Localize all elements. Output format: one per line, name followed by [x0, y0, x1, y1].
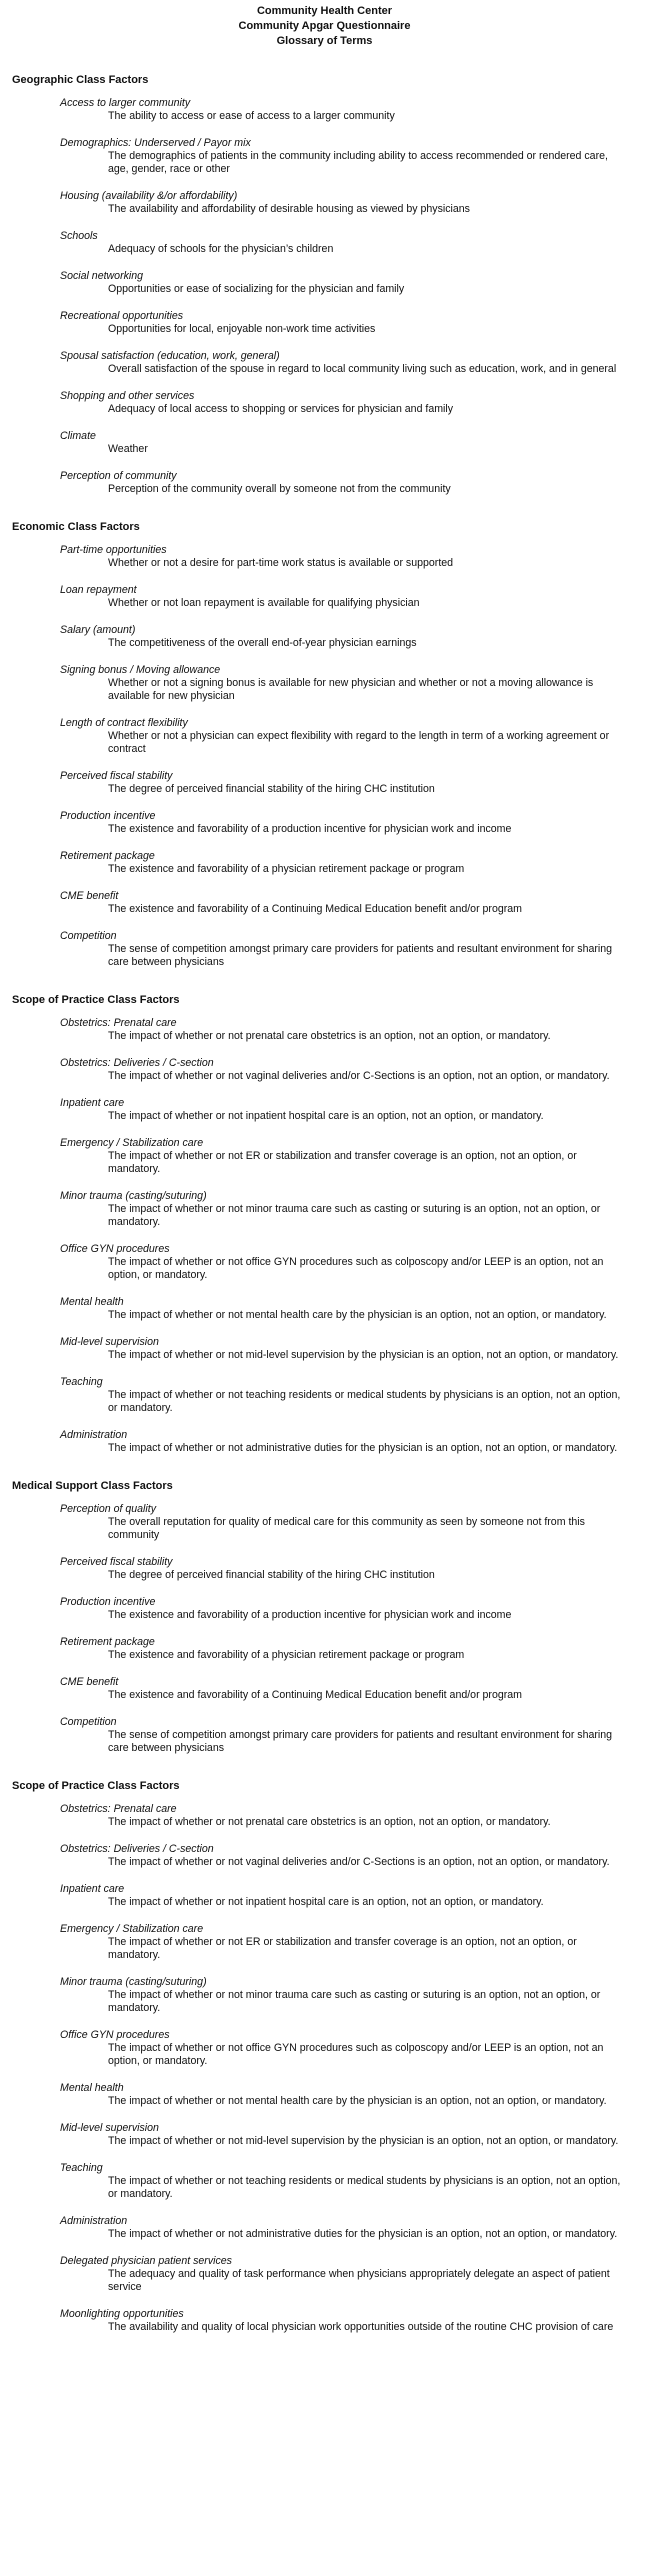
term-definition: Whether or not loan repayment is available for qualifying physician — [108, 597, 420, 609]
glossary-term — [0, 717, 649, 756]
glossary-section — [0, 520, 649, 969]
glossary-term — [0, 890, 649, 916]
glossary-term — [0, 2122, 649, 2148]
term-name: Emergency / Stabilization care — [60, 1137, 204, 1149]
term-name: Perception of quality — [60, 1503, 156, 1515]
glossary-term — [0, 1676, 649, 1702]
term-name: Minor trauma (casting/suturing) — [60, 1976, 207, 1988]
term-name: Signing bonus / Moving allowance — [60, 664, 221, 676]
term-name: Perception of community — [60, 470, 177, 482]
term-definition: The impact of whether or not office GYN procedures such as colposcopy and/or LEEP is an option, not an option, or mandatory. — [108, 2042, 604, 2067]
glossary-term — [0, 430, 649, 456]
section-title: Economic Class Factors — [12, 521, 140, 533]
term-definition: The impact of whether or not vaginal deliveries and/or C-Sections is an option, not an option, or mandatory. — [108, 1856, 610, 1868]
term-name: Spousal satisfaction (education, work, general) — [60, 350, 280, 362]
glossary-term — [0, 190, 649, 216]
glossary-term — [0, 850, 649, 876]
glossary-term — [0, 1429, 649, 1455]
organization-title: Community Health Center — [256, 5, 393, 17]
glossary-term — [0, 1716, 649, 1755]
glossary-term — [0, 770, 649, 796]
term-name: Production incentive — [60, 810, 156, 822]
term-definition: The impact of whether or not minor trauma care such as casting or suturing is an option, not an option, or mandatory. — [108, 1203, 601, 1228]
term-definition: Whether or not a physician can expect flexibility with regard to the length in term of a working agreement or contract — [108, 730, 610, 755]
term-name: Competition — [60, 930, 117, 942]
term-definition: The demographics of patients in the community including ability to access recommended or rendered care, age, gender, race or other — [108, 150, 608, 175]
term-name: Demographics: Underserved / Payor mix — [60, 137, 251, 149]
glossary-term — [0, 1596, 649, 1622]
term-definition: Perception of the community overall by someone not from the community — [108, 483, 451, 495]
term-name: Mid-level supervision — [60, 1336, 159, 1348]
term-name: Mid-level supervision — [60, 2122, 159, 2134]
term-definition: The existence and favorability of a production incentive for physician work and income — [108, 823, 512, 835]
glossary-term — [0, 2255, 649, 2294]
term-definition: The sense of competition amongst primary care providers for patients and resultant environment for sharing care between physicians — [108, 1729, 613, 1754]
glossary-term — [0, 310, 649, 336]
glossary-term — [0, 1057, 649, 1083]
glossary-sections — [0, 73, 649, 2334]
term-name: Competition — [60, 1716, 117, 1728]
glossary-term — [0, 624, 649, 650]
term-definition: The impact of whether or not administrative duties for the physician is an option, not an option, or mandatory. — [108, 2228, 618, 2240]
section-title: Geographic Class Factors — [12, 74, 149, 86]
term-name: Obstetrics: Prenatal care — [60, 1017, 177, 1029]
term-definition: The availability and affordability of desirable housing as viewed by physicians — [108, 203, 470, 215]
term-name: CME benefit — [60, 1676, 119, 1688]
glossary-term — [0, 1097, 649, 1123]
glossary-term — [0, 1137, 649, 1176]
term-definition: The impact of whether or not inpatient hospital care is an option, not an option, or mandatory. — [108, 1896, 544, 1908]
term-name: Access to larger community — [60, 97, 191, 109]
term-name: Delegated physician patient services — [60, 2255, 232, 2267]
glossary-term — [0, 470, 649, 496]
term-definition: The competitiveness of the overall end-of-year physician earnings — [108, 637, 417, 649]
document-header — [0, 4, 649, 49]
term-name: Perceived fiscal stability — [60, 770, 173, 782]
section-title: Scope of Practice Class Factors — [12, 1780, 180, 1792]
glossary-term — [0, 1976, 649, 2015]
term-definition: The existence and favorability of a production incentive for physician work and income — [108, 1609, 512, 1621]
term-name: Inpatient care — [60, 1097, 125, 1109]
glossary-term — [0, 390, 649, 416]
glossary-term — [0, 137, 649, 176]
term-name: Climate — [60, 430, 96, 442]
section-title: Scope of Practice Class Factors — [12, 994, 180, 1006]
term-name: Retirement package — [60, 850, 155, 862]
term-definition: The impact of whether or not mental health care by the physician is an option, not an option, or mandatory. — [108, 1309, 607, 1321]
section-title: Medical Support Class Factors — [12, 1480, 173, 1492]
term-definition: Adequacy of schools for the physician’s children — [108, 243, 334, 255]
term-name: Loan repayment — [60, 584, 137, 596]
term-definition: Weather — [108, 443, 148, 455]
term-definition: The existence and favorability of a Continuing Medical Education benefit and/or program — [108, 903, 522, 915]
glossary-term — [0, 2029, 649, 2068]
glossary-term — [0, 810, 649, 836]
term-definition: The impact of whether or not ER or stabilization and transfer coverage is an option, not an option, or mandatory. — [108, 1936, 577, 1961]
term-definition: Opportunities for local, enjoyable non-work time activities — [108, 323, 376, 335]
term-name: Shopping and other services — [60, 390, 195, 402]
term-name: Inpatient care — [60, 1883, 125, 1895]
glossary-term — [0, 544, 649, 570]
glossary-term — [0, 1923, 649, 1962]
glossary-title: Glossary of Terms — [276, 35, 373, 47]
glossary-term — [0, 1243, 649, 1282]
term-name: Office GYN procedures — [60, 1243, 170, 1255]
glossary-section — [0, 1779, 649, 2334]
glossary-term — [0, 1803, 649, 1829]
term-definition: The impact of whether or not teaching residents or medical students by physicians is an option, not an option, or mandatory. — [108, 2175, 621, 2200]
term-name: Teaching — [60, 2162, 103, 2174]
glossary-term — [0, 1017, 649, 1043]
term-name: Retirement package — [60, 1636, 155, 1648]
glossary-section — [0, 993, 649, 1455]
term-definition: Adequacy of local access to shopping or services for physician and family — [108, 403, 454, 415]
term-definition: The adequacy and quality of task performance when physicians appropriately delegate an aspect of patient service — [108, 2268, 610, 2293]
term-name: Moonlighting opportunities — [60, 2308, 184, 2320]
term-name: Obstetrics: Deliveries / C-section — [60, 1057, 214, 1069]
term-name: Minor trauma (casting/suturing) — [60, 1190, 207, 1202]
questionnaire-title: Community Apgar Questionnaire — [238, 20, 411, 32]
glossary-section — [0, 1479, 649, 1755]
term-definition: Whether or not a signing bonus is available for new physician and whether or not a moving allowance is available for new physician — [108, 677, 594, 702]
term-definition: The impact of whether or not teaching residents or medical students by physicians is an option, not an option, or mandatory. — [108, 1389, 621, 1414]
glossary-term — [0, 1556, 649, 1582]
term-name: Obstetrics: Prenatal care — [60, 1803, 177, 1815]
term-name: Social networking — [60, 270, 144, 282]
term-definition: Overall satisfaction of the spouse in regard to local community living such as education, work, and in general — [108, 363, 617, 375]
term-definition: The existence and favorability of a physician retirement package or program — [108, 1649, 465, 1661]
term-definition: The existence and favorability of a Continuing Medical Education benefit and/or program — [108, 1689, 522, 1701]
term-definition: The impact of whether or not mid-level supervision by the physician is an option, not an option, or mandatory. — [108, 1349, 619, 1361]
term-definition: The overall reputation for quality of medical care for this community as seen by someone not from this community — [108, 1516, 585, 1541]
term-definition: The impact of whether or not vaginal deliveries and/or C-Sections is an option, not an option, or mandatory. — [108, 1070, 610, 1082]
glossary-term — [0, 270, 649, 296]
term-definition: The sense of competition amongst primary care providers for patients and resultant environment for sharing care between physicians — [108, 943, 613, 968]
glossary-section — [0, 73, 649, 496]
glossary-term — [0, 1843, 649, 1869]
glossary-term — [0, 230, 649, 256]
term-name: Teaching — [60, 1376, 103, 1388]
glossary-term — [0, 1376, 649, 1415]
term-definition: The degree of perceived financial stability of the hiring CHC institution — [108, 783, 435, 795]
term-name: Obstetrics: Deliveries / C-section — [60, 1843, 214, 1855]
glossary-term — [0, 97, 649, 123]
term-definition: The impact of whether or not inpatient hospital care is an option, not an option, or mandatory. — [108, 1110, 544, 1122]
glossary-term — [0, 1503, 649, 1542]
glossary-term — [0, 1336, 649, 1362]
term-name: Perceived fiscal stability — [60, 1556, 173, 1568]
term-definition: The existence and favorability of a physician retirement package or program — [108, 863, 465, 875]
term-definition: The impact of whether or not office GYN procedures such as colposcopy and/or LEEP is an option, not an option, or mandatory. — [108, 1256, 604, 1281]
term-definition: The degree of perceived financial stability of the hiring CHC institution — [108, 1569, 435, 1581]
glossary-term — [0, 664, 649, 703]
term-definition: Whether or not a desire for part-time work status is available or supported — [108, 557, 454, 569]
term-definition: The ability to access or ease of access to a larger community — [108, 110, 395, 122]
term-definition: Opportunities or ease of socializing for the physician and family — [108, 283, 405, 295]
term-name: Administration — [60, 1429, 128, 1441]
glossary-term — [0, 584, 649, 610]
glossary-term — [0, 350, 649, 376]
term-name: Mental health — [60, 2082, 124, 2094]
glossary-term — [0, 1296, 649, 1322]
term-name: Salary (amount) — [60, 624, 136, 636]
term-definition: The impact of whether or not prenatal care obstetrics is an option, not an option, or mandatory. — [108, 1816, 551, 1828]
term-name: Emergency / Stabilization care — [60, 1923, 204, 1935]
term-name: Office GYN procedures — [60, 2029, 170, 2041]
term-definition: The availability and quality of local physician work opportunities outside of the routine CHC provision of care — [108, 2321, 614, 2333]
term-definition: The impact of whether or not prenatal care obstetrics is an option, not an option, or mandatory. — [108, 1030, 551, 1042]
term-name: Recreational opportunities — [60, 310, 184, 322]
term-name: Part-time opportunities — [60, 544, 167, 556]
term-definition: The impact of whether or not minor trauma care such as casting or suturing is an option, not an option, or mandatory. — [108, 1989, 601, 2014]
glossary-term — [0, 2162, 649, 2201]
glossary-term — [0, 1883, 649, 1909]
glossary-term — [0, 2215, 649, 2241]
glossary-term — [0, 1636, 649, 1662]
glossary-term — [0, 1190, 649, 1229]
term-definition: The impact of whether or not administrative duties for the physician is an option, not an option, or mandatory. — [108, 1442, 618, 1454]
term-definition: The impact of whether or not ER or stabilization and transfer coverage is an option, not an option, or mandatory. — [108, 1150, 577, 1175]
glossary-term — [0, 2308, 649, 2334]
term-name: Production incentive — [60, 1596, 156, 1608]
term-name: CME benefit — [60, 890, 119, 902]
term-name: Schools — [60, 230, 98, 242]
term-name: Length of contract flexibility — [60, 717, 188, 729]
term-name: Administration — [60, 2215, 128, 2227]
glossary-term — [0, 930, 649, 969]
term-name: Mental health — [60, 1296, 124, 1308]
glossary-term — [0, 2082, 649, 2108]
term-definition: The impact of whether or not mid-level supervision by the physician is an option, not an option, or mandatory. — [108, 2135, 619, 2147]
term-definition: The impact of whether or not mental health care by the physician is an option, not an option, or mandatory. — [108, 2095, 607, 2107]
term-name: Housing (availability &/or affordability) — [60, 190, 238, 202]
